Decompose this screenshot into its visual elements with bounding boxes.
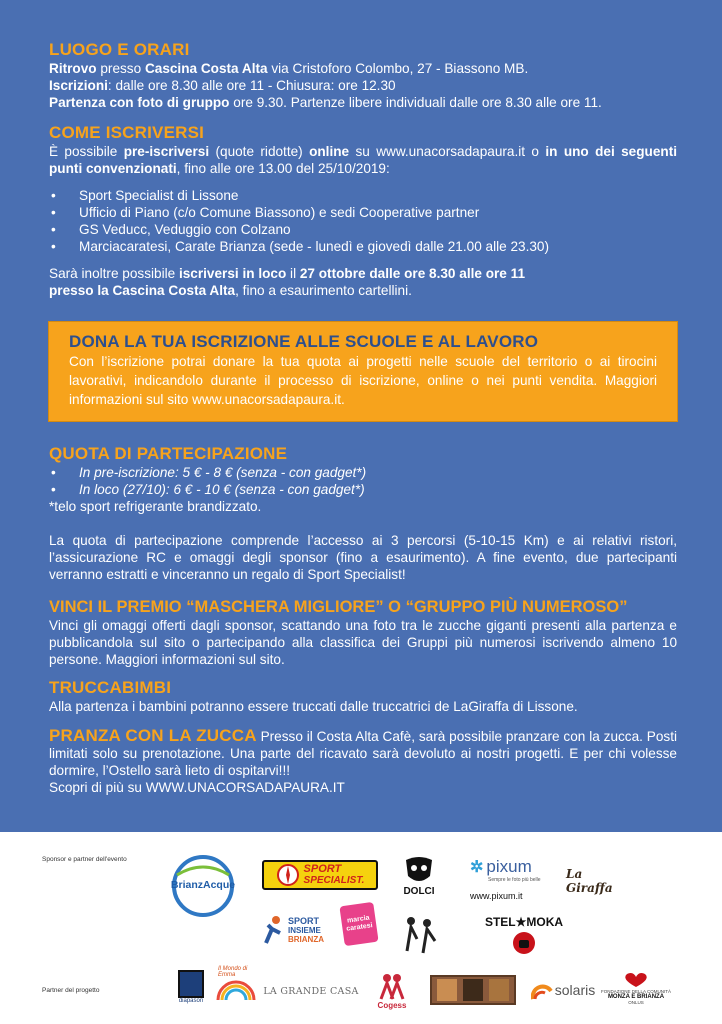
brianzacque-name: BrianzAcque [170,879,236,891]
runner-icon [262,915,286,945]
brianzacque-logo [163,855,243,917]
diapason-icon [178,970,204,998]
text-run-bold: pre-iscriversi [123,144,210,159]
partenza-label: Partenza con foto di gruppo [49,95,230,110]
quota-note: *telo sport refrigerante brandizzato. [49,499,262,514]
section-pranza [49,727,677,796]
pranza-scopri: Scopri di più su WWW.UNACORSADAPAURA.IT [49,780,345,795]
iscrizioni-label: Iscrizioni [49,78,108,93]
ritrovo-label: Ritrovo [49,61,97,76]
section-trucca [49,678,677,715]
fondazione-line3: ONLUS [628,1000,644,1005]
iscrizioni-line [49,77,677,94]
section-luogo [49,40,677,111]
pixum-row [470,857,532,877]
quota-text: La quota di partecipazione comprende l’accesso ai 3 percorsi (5-10-15 Km) e ai relativi ristori, l’assicurazione RC e omaggi degli sponsor (fino a esaurimento). A fine evento, due partecipanti verranno estratti e vinceranno un regalo di Sport Specialist! [49,533,677,582]
sport-insieme-word3: BRIANZA [288,934,324,944]
text-run-bold: presso la Cascina Costa Alta [49,283,236,298]
solaris-logo [528,976,598,1004]
fondazione-logo [600,966,672,1010]
quota-list [49,464,677,498]
people-icon [377,971,407,1001]
text-run: È possibile [49,144,124,159]
photo-tile [489,979,509,1001]
mondo-emma-name: Il Mondo di Emma [218,966,248,978]
veducc-logo [396,910,444,956]
section-title-iscriversi: COME ISCRIVERSI [49,123,205,142]
photo-tile [463,979,483,1001]
sport-insieme-word1: SPORT [288,915,320,926]
trucca-text: Alla partenza i bambini potranno essere truccati dalle truccatrici de LaGiraffa di Lissone. [49,699,578,714]
dolci-logo [398,853,440,899]
list-item: • GS Veducc, Veduggio con Colzano [49,221,677,238]
stelmoka-name: STEL★MOKA [484,915,564,929]
pixum-logo [470,853,552,905]
partenza-times: ore 9.30. Partenze libere individuali dalle ore 8.30 alle ore 11. [229,95,602,110]
section-quota [49,444,677,583]
text-run-bold: online [309,144,350,159]
partner-photo-logo [430,975,516,1005]
giraffa-name: La Giraffa [566,867,613,895]
sun-icon: ✲ [470,859,484,876]
diapason-name: diapason [178,998,204,1004]
fondazione-line2: MONZA E BRIANZA [607,994,665,1000]
ritrovo-presso: presso [96,61,145,76]
iscriversi-intro [49,143,677,177]
section-vinci [49,597,677,668]
stelmoka-logo [478,912,570,958]
in-loco-text [49,265,677,299]
dona-text: Con l’iscrizione potrai donare la tua quota ai progetti nelle scuole del territorio o ai tirocini lavorativi, indicandolo durante il processo di iscrizione, online o nei punti vendita. Maggiori informazioni sul sito www.unacorsadapaura.it. [69,354,657,407]
sponsor-label-event: Sponsor e partner dell'evento [42,856,127,863]
cogess-logo [374,968,410,1012]
marcia-caratesi-name: marcia caratesi [345,914,374,933]
list-item: • Marciacaratesi, Carate Brianza (sede - lunedì e giovedì dalle 21.00 alle 23.30) [49,238,677,255]
section-title-luogo: LUOGO E ORARI [49,40,190,59]
dona-box [48,321,678,422]
section-title-trucca: TRUCCABIMBI [49,678,172,697]
mondo-emma-logo [212,962,260,1010]
sport-specialist-word1: SPORT [303,863,342,875]
section-title-pranza: PRANZA CON LA ZUCCA [49,726,257,745]
sport-insieme-text [288,917,324,944]
text-run: (quote ridotte) [209,144,310,159]
sport-specialist-logo [262,860,378,890]
sun-icon [531,979,553,1001]
section-title-quota: QUOTA DI PARTECIPAZIONE [49,444,288,463]
pixum-tagline: Sempre le foto più belle [488,877,541,883]
sport-insieme-logo [254,913,332,947]
section-title-dona: DONA LA TUA ISCRIZIONE ALLE SCUOLE E AL LAVORO [69,332,539,351]
dolci-name: DOLCI [403,885,435,897]
photo-tile [437,979,457,1001]
points-list [49,187,677,255]
list-item: • In pre-iscrizione: 5 € - 8 € (senza - con gadget*) [49,464,677,481]
text-run: , fino alle ore 13.00 del 25/10/2019: [176,161,390,176]
marcia-caratesi-logo [339,902,378,946]
pranza-text [49,727,677,779]
grande-casa-name: LA GRANDE CASA [263,985,359,997]
text-run-bold: 27 ottobre dalle ore 8.30 alle ore 11 [299,266,526,281]
list-item: • Ufficio di Piano (c/o Comune Biassono) e sedi Cooperative partner [49,204,677,221]
list-item: • Sport Specialist di Lissone [49,187,677,204]
heart-icon [619,971,653,989]
ritrovo-line [49,60,677,77]
compass-icon [276,863,300,887]
mask-icon [402,856,436,886]
cogess-name: Cogess [377,1000,407,1010]
text-run-bold: iscriversi in loco [178,266,287,281]
solaris-name: solaris [554,982,596,998]
pranza-body: Presso il Costa Alta Cafè, sarà possibile pranzare con la zucca. Posti limitati solo su prenotazione. Una parte del ricavato sarà devoluto ai nostri progetti. E per chi volesse dormire, l’Ostello sarà lieto di ospitarvi!!! [49,729,678,778]
section-title-vinci: VINCI IL PREMIO “MASCHERA MIGLIORE” O “GRUPPO PIÙ NUMEROSO” [49,598,628,616]
iscrizioni-times: : dalle ore 8.30 alle ore 11 - Chiusura: ore 12.30 [107,78,396,93]
text-run: , fino a esaurimento cartellini. [235,283,412,298]
runners-group-icon [397,911,443,955]
fondazione-line1: FONDAZIONE DELLA COMUNITÀ [600,989,671,994]
text-run: su www.unacorsadapaura.it o [349,144,546,159]
coffee-cup-icon [512,931,536,955]
text-run: il [286,266,300,281]
giraffa-logo [566,868,624,894]
grande-casa-logo [263,980,359,1002]
pixum-name: pixum [486,857,532,876]
ritrovo-venue: Cascina Costa Alta [144,61,268,76]
ritrovo-address: via Cristoforo Colombo, 27 - Biassono MB. [267,61,529,76]
diapason-logo [176,966,206,1008]
pixum-url: www.pixum.it [470,891,523,901]
vinci-text: Vinci gli omaggi offerti dagli sponsor, scattando una foto tra le zucche giganti presenti alla partenza e pubblicandola sul sito o partecipando alla classifica dei Gruppi più numerosi iscrivendo almeno 10 persone. Maggiori informazioni sul sito. [49,618,677,667]
sponsor-label-project: Partner del progetto [42,987,100,994]
text-run-bold: in uno dei seguenti punti convenzionati [49,144,678,176]
partenza-line [49,94,677,111]
sport-insieme-word2: INSIEME [288,925,321,935]
list-item: • In loco (27/10): 6 € - 10 € (senza - con gadget*) [49,481,677,498]
content-column [49,40,677,806]
section-iscriversi [49,123,677,299]
text-run: Sarà inoltre possibile [49,266,179,281]
sport-specialist-word2: SPECIALIST. [303,875,365,886]
sport-specialist-text [304,864,365,886]
